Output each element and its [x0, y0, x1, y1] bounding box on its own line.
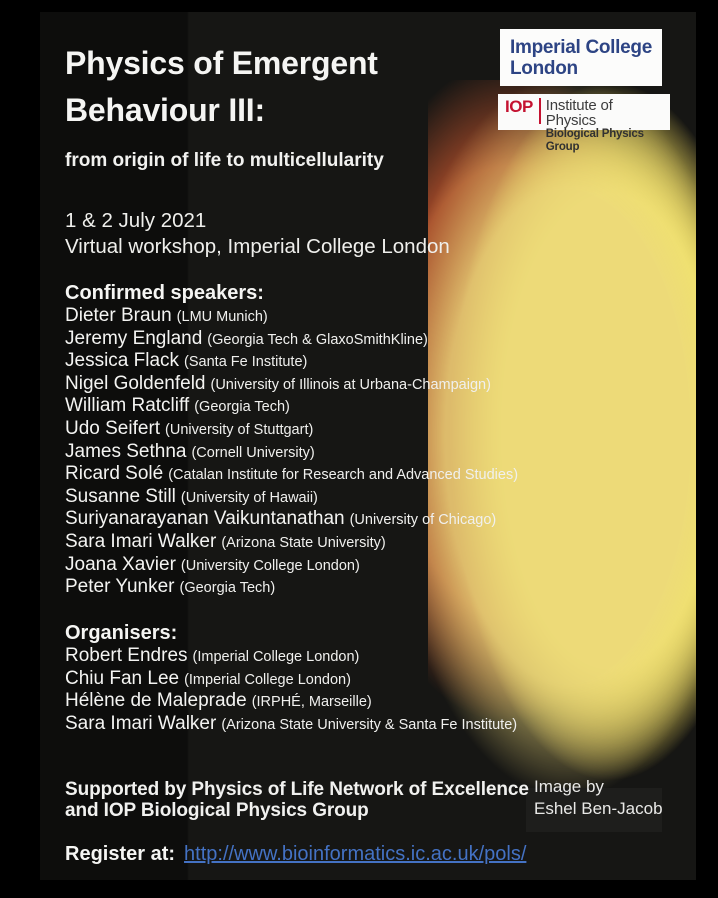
organiser-row: [65, 668, 517, 691]
organiser-name: Robert Endres: [65, 645, 188, 666]
organiser-row: [65, 645, 517, 668]
register-row: [65, 843, 526, 866]
speaker-name: Ricard Solé: [65, 463, 164, 485]
organisers-list: [65, 645, 517, 735]
poster-subtitle: from origin of life to multicellularity: [65, 150, 384, 171]
speaker-name: William Ratcliff: [65, 395, 190, 417]
organiser-name: Hélène de Maleprade: [65, 690, 247, 712]
speaker-affiliation: (Cornell University): [191, 444, 315, 461]
poster-content: [40, 12, 696, 880]
supported-line1: Supported by Physics of Life Network of Excellence: [65, 779, 529, 800]
speaker-row: [65, 350, 518, 373]
organiser-affiliation: (Arizona State University & Santa Fe Institute): [221, 716, 518, 733]
speaker-name: Udo Seifert: [65, 417, 161, 439]
organiser-row: [65, 690, 517, 713]
speaker-name: Joana Xavier: [65, 553, 176, 575]
speaker-name: Peter Yunker: [65, 576, 175, 598]
speaker-name: Sara Imari Walker: [65, 530, 217, 552]
iop-abbr: IOP: [505, 97, 533, 116]
speaker-affiliation: (University of Illinois at Urbana-Champaign): [210, 376, 491, 393]
register-label: Register at:: [65, 843, 176, 865]
title-line1: Physics of Emergent: [65, 45, 378, 81]
speaker-name: Jessica Flack: [65, 350, 180, 372]
organiser-name: Sara Imari Walker: [65, 712, 217, 734]
speaker-row: [65, 395, 518, 418]
date-block: [65, 208, 450, 259]
speaker-affiliation: (University College London): [180, 557, 360, 574]
speaker-row: [65, 508, 518, 531]
organiser-row: [65, 713, 517, 736]
event-date: 1 & 2 July 2021: [65, 209, 207, 232]
iop-group-name: Biological Physics Group: [545, 128, 644, 153]
speaker-row: [65, 441, 518, 464]
image-credit-line2: Eshel Ben-Jacob: [534, 798, 663, 818]
title-line2: Behaviour III:: [65, 92, 265, 128]
speaker-name: Jeremy England: [65, 327, 203, 349]
speaker-row: [65, 328, 518, 351]
speaker-affiliation: (University of Hawaii): [180, 489, 318, 506]
supported-by-text: [65, 779, 529, 821]
speaker-affiliation: (University of Stuttgart): [165, 421, 314, 438]
speaker-row: [65, 554, 518, 577]
speakers-heading: Confirmed speakers:: [65, 282, 264, 304]
register-link[interactable]: http://www.bioinformatics.ic.ac.uk/pols/: [184, 843, 527, 865]
speaker-name: Susanne Still: [65, 485, 176, 507]
image-credit-line1: Image by: [534, 777, 604, 796]
supported-line2: and IOP Biological Physics Group: [65, 800, 369, 821]
speaker-row: [65, 463, 518, 486]
organiser-name: Chiu Fan Lee: [65, 667, 180, 689]
speaker-affiliation: (Georgia Tech): [194, 399, 290, 416]
iop-institute-name: Institute of Physics: [545, 97, 613, 129]
speaker-row: [65, 373, 518, 396]
event-venue: Virtual workshop, Imperial College London: [65, 234, 450, 258]
speakers-list: [65, 305, 518, 599]
speaker-row: [65, 531, 518, 554]
organiser-affiliation: (Imperial College London): [192, 649, 360, 665]
speaker-row: [65, 486, 518, 509]
poster-title: [65, 40, 378, 134]
organiser-affiliation: (Imperial College London): [184, 671, 351, 688]
speaker-name: Dieter Braun: [65, 305, 172, 326]
organisers-heading: Organisers:: [65, 622, 178, 644]
speaker-affiliation: (University of Chicago): [349, 512, 497, 529]
imperial-college-logo: [500, 29, 662, 86]
iop-logo-text: [546, 98, 664, 154]
speaker-row: [65, 576, 518, 599]
speaker-name: Nigel Goldenfeld: [65, 372, 206, 394]
speaker-name: James Sethna: [65, 440, 187, 462]
iop-logo-divider: [539, 98, 541, 124]
speaker-name: Suriyanarayanan Vaikuntanathan: [65, 508, 345, 530]
speaker-row: [65, 305, 518, 328]
speaker-affiliation: (Georgia Tech): [179, 580, 276, 597]
speaker-affiliation: (Catalan Institute for Research and Advanced Studies): [168, 467, 519, 484]
image-credit: [534, 776, 663, 819]
iop-logo: [498, 94, 670, 153]
speaker-affiliation: (Georgia Tech & GlaxoSmithKline): [207, 331, 428, 348]
speaker-affiliation: (LMU Munich): [176, 309, 268, 325]
imperial-logo-line1: Imperial College: [510, 37, 652, 58]
imperial-logo-line2: London: [510, 58, 578, 79]
speaker-affiliation: (Santa Fe Institute): [184, 354, 308, 371]
speaker-row: [65, 418, 518, 441]
organiser-affiliation: (IRPHÉ, Marseille): [251, 694, 372, 711]
speaker-affiliation: (Arizona State University): [221, 534, 386, 551]
